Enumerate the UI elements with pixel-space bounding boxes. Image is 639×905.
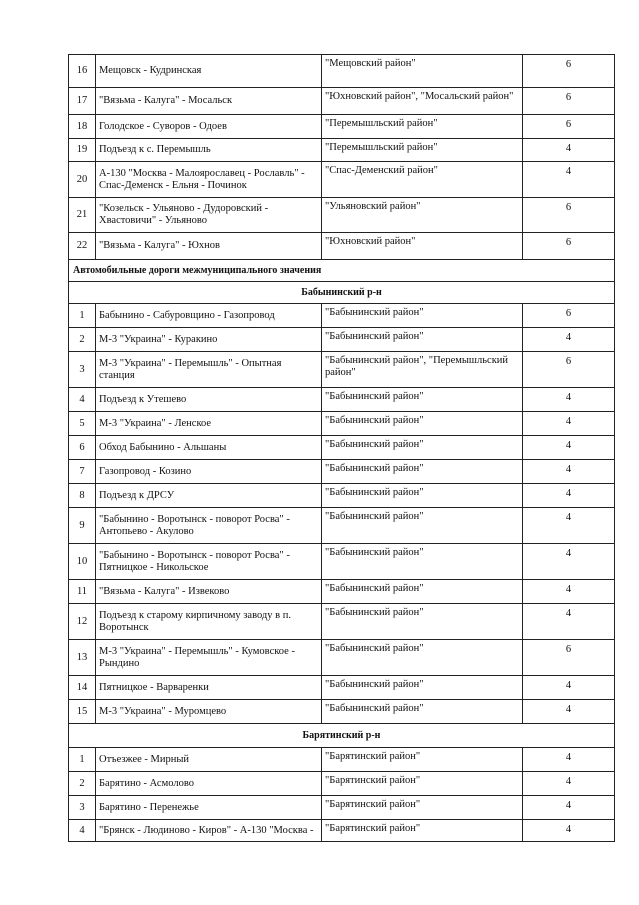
road-name: А-130 "Москва - Малоярославец - Рославль" - Спас-Деменск - Ельня - Починок: [96, 162, 322, 198]
road-name: М-3 "Украина" - Перемышль" - Опытная станция: [96, 352, 322, 388]
district-name: "Бабынинский район": [322, 640, 523, 676]
road-name: Голодское - Суворов - Одоев: [96, 115, 322, 139]
road-category: 4: [523, 484, 615, 508]
row-number: 15: [69, 700, 96, 724]
row-number: 11: [69, 580, 96, 604]
table-row: [69, 772, 615, 796]
district-name: "Бабынинский район": [322, 604, 523, 640]
road-category: 4: [523, 796, 615, 820]
road-name: Мещовск - Кудринская: [96, 55, 322, 88]
table-row: [69, 820, 615, 842]
district-name: "Бабынинский район": [322, 388, 523, 412]
district-name: "Бабынинский район": [322, 412, 523, 436]
road-name: Бабынино - Сабуровщино - Газопровод: [96, 304, 322, 328]
road-category: 4: [523, 460, 615, 484]
table-row: [69, 198, 615, 233]
table-row: [69, 352, 615, 388]
road-name: "Вязьма - Калуга" - Извеково: [96, 580, 322, 604]
subsection-title: Барятинский р-н: [69, 724, 615, 748]
row-number: 21: [69, 198, 96, 233]
row-number: 10: [69, 544, 96, 580]
road-name: М-3 "Украина" - Перемышль" - Кумовское - Рындино: [96, 640, 322, 676]
road-category: 4: [523, 139, 615, 162]
row-number: 9: [69, 508, 96, 544]
row-number: 8: [69, 484, 96, 508]
table-row: [69, 676, 615, 700]
road-name: Газопровод - Козино: [96, 460, 322, 484]
row-number: 19: [69, 139, 96, 162]
district-name: "Бабынинский район": [322, 508, 523, 544]
district-name: "Перемышльский район": [322, 115, 523, 139]
road-category: 4: [523, 162, 615, 198]
road-name: Подъезд к ДРСУ: [96, 484, 322, 508]
road-name: "Брянск - Людиново - Киров" - А-130 "Москва -: [96, 820, 322, 842]
row-number: 13: [69, 640, 96, 676]
roads-table-body: [69, 55, 615, 842]
table-row: [69, 139, 615, 162]
table-row: [69, 484, 615, 508]
road-name: Подъезд к Утешево: [96, 388, 322, 412]
district-name: "Юхновский район", "Мосальский район": [322, 88, 523, 115]
table-row: [69, 508, 615, 544]
district-name: "Юхновский район": [322, 233, 523, 260]
district-name: "Барятинский район": [322, 772, 523, 796]
road-category: 4: [523, 412, 615, 436]
district-name: "Барятинский район": [322, 748, 523, 772]
roads-table: [68, 54, 615, 842]
row-number: 18: [69, 115, 96, 139]
subsection-header-row: [69, 282, 615, 304]
table-row: [69, 115, 615, 139]
road-category: 6: [523, 233, 615, 260]
road-name: "Вязьма - Калуга" - Юхнов: [96, 233, 322, 260]
road-category: 6: [523, 352, 615, 388]
road-name: "Козельск - Ульяново - Дудоровский - Хвастовичи" - Ульяново: [96, 198, 322, 233]
road-name: М-3 "Украина" - Куракино: [96, 328, 322, 352]
row-number: 2: [69, 772, 96, 796]
table-row: [69, 88, 615, 115]
road-name: М-3 "Украина" - Муромцево: [96, 700, 322, 724]
road-name: М-3 "Украина" - Ленское: [96, 412, 322, 436]
table-row: [69, 233, 615, 260]
road-category: 4: [523, 544, 615, 580]
table-row: [69, 604, 615, 640]
road-category: 6: [523, 115, 615, 139]
table-row: [69, 700, 615, 724]
road-name: Подъезд к старому кирпичному заводу в п. Воротынск: [96, 604, 322, 640]
table-row: [69, 388, 615, 412]
table-row: [69, 796, 615, 820]
section-title: Автомобильные дороги межмуниципального значения: [69, 260, 615, 282]
road-category: 4: [523, 436, 615, 460]
district-name: "Бабынинский район", "Перемышльский район": [322, 352, 523, 388]
road-category: 4: [523, 748, 615, 772]
row-number: 2: [69, 328, 96, 352]
district-name: "Бабынинский район": [322, 436, 523, 460]
road-name: Барятино - Перенежье: [96, 796, 322, 820]
road-name: Отъезжее - Мирный: [96, 748, 322, 772]
table-row: [69, 460, 615, 484]
row-number: 17: [69, 88, 96, 115]
road-category: 6: [523, 55, 615, 88]
district-name: "Бабынинский район": [322, 304, 523, 328]
row-number: 1: [69, 748, 96, 772]
row-number: 22: [69, 233, 96, 260]
road-category: 6: [523, 88, 615, 115]
row-number: 14: [69, 676, 96, 700]
road-name: "Бабынино - Воротынск - поворот Росва" - Пятницкое - Никольское: [96, 544, 322, 580]
table-row: [69, 328, 615, 352]
row-number: 12: [69, 604, 96, 640]
row-number: 20: [69, 162, 96, 198]
district-name: "Барятинский район": [322, 796, 523, 820]
road-category: 4: [523, 604, 615, 640]
road-category: 4: [523, 700, 615, 724]
row-number: 1: [69, 304, 96, 328]
district-name: "Спас-Деменский район": [322, 162, 523, 198]
road-category: 4: [523, 328, 615, 352]
road-category: 4: [523, 772, 615, 796]
subsection-title: Бабынинский р-н: [69, 282, 615, 304]
road-category: 4: [523, 508, 615, 544]
row-number: 6: [69, 436, 96, 460]
row-number: 5: [69, 412, 96, 436]
district-name: "Мещовский район": [322, 55, 523, 88]
road-name: Пятницкое - Варваренки: [96, 676, 322, 700]
road-category: 4: [523, 676, 615, 700]
table-row: [69, 436, 615, 460]
district-name: "Бабынинский район": [322, 700, 523, 724]
subsection-header-row: [69, 724, 615, 748]
road-name: "Вязьма - Калуга" - Мосальск: [96, 88, 322, 115]
row-number: 16: [69, 55, 96, 88]
road-category: 6: [523, 198, 615, 233]
row-number: 3: [69, 352, 96, 388]
road-name: Обход Бабынино - Альшаны: [96, 436, 322, 460]
table-row: [69, 640, 615, 676]
row-number: 3: [69, 796, 96, 820]
table-row: [69, 580, 615, 604]
table-row: [69, 162, 615, 198]
table-row: [69, 748, 615, 772]
table-row: [69, 55, 615, 88]
road-category: 4: [523, 388, 615, 412]
district-name: "Бабынинский район": [322, 460, 523, 484]
row-number: 4: [69, 388, 96, 412]
district-name: "Бабынинский район": [322, 676, 523, 700]
section-header-row: [69, 260, 615, 282]
district-name: "Ульяновский район": [322, 198, 523, 233]
road-category: 6: [523, 640, 615, 676]
road-name: Барятино - Асмолово: [96, 772, 322, 796]
table-row: [69, 544, 615, 580]
district-name: "Барятинский район": [322, 820, 523, 842]
road-name: "Бабынино - Воротынск - поворот Росва" - Антопьево - Акулово: [96, 508, 322, 544]
district-name: "Бабынинский район": [322, 484, 523, 508]
district-name: "Бабынинский район": [322, 544, 523, 580]
row-number: 4: [69, 820, 96, 842]
road-category: 4: [523, 820, 615, 842]
district-name: "Бабынинский район": [322, 328, 523, 352]
row-number: 7: [69, 460, 96, 484]
district-name: "Бабынинский район": [322, 580, 523, 604]
road-category: 6: [523, 304, 615, 328]
table-row: [69, 304, 615, 328]
road-name: Подъезд к с. Перемышль: [96, 139, 322, 162]
table-row: [69, 412, 615, 436]
road-category: 4: [523, 580, 615, 604]
district-name: "Перемышльский район": [322, 139, 523, 162]
